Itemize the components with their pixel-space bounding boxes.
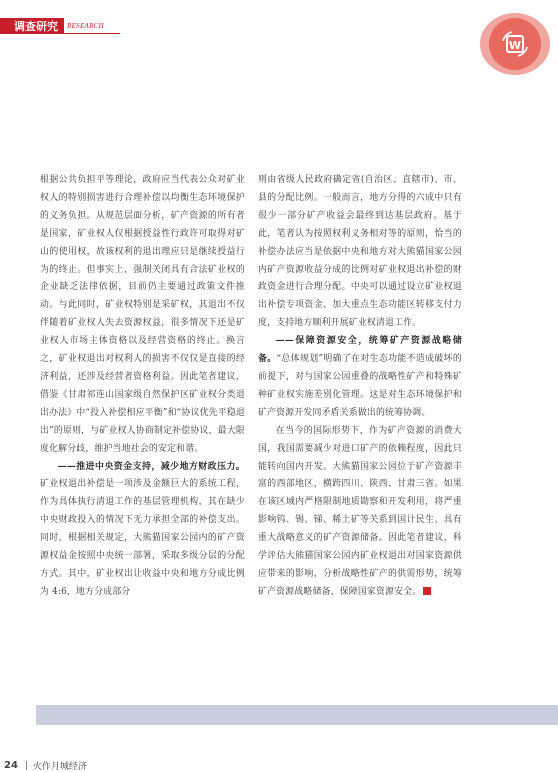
paragraph-body: “总体规划”明确了在对生态功能不造成破坏的前提下，对与国家公园重叠的战略性矿产和特殊矿种矿业权实施差别化管理。这是对生态环境保护和矿产资源开发同矛盾关系做出的统筹协调。 [258,354,462,418]
paragraph [258,333,462,423]
header-rule [0,33,120,34]
section-tag-english: RESEARCH [67,22,105,30]
document-w-icon [489,18,541,70]
section-header [0,18,104,34]
paragraph-body: 矿业权退出补偿是一项涉及金额巨大的系统工程，作为具体执行清退工作的基层管理机构，其在缺少中央财政投入的情况下无力承担全部的补偿支出。同时，根据相关规定，大熊猫国家公园内的矿产资源权益金按照中央统一部署，采取多级分层的分配方式。其中，矿业权出让收益中央和地方分成比例为 4:6，地方分成部分 [40,479,245,597]
paragraph [258,423,462,602]
paragraph-heading: ——保障资源安全，统筹矿产资源战略储备。 [258,336,462,365]
page-number: 24 [4,759,18,771]
paragraph-heading: ——推进中央资金支持，减少地方财政压力。 [57,461,245,472]
paragraph-body: 在当今的国际形势下，作为矿产资源的消费大国，我国需要减少对进口矿产的依赖程度，因此只能转向国内开发。大熊猫国家公园位于矿产资源丰富的西部地区，横跨四川、陕西、甘肃三省。如果在该区域内严格限制地质勘察和开发利用，将严重影响钨、锡、锑、稀土矿等关系到国计民生、具有重大战略意义的矿产资源储备。因此笔者建议，科学评估大熊猫国家公园内矿业权退出对国家资源供应带来的影响，分析战略性矿产的供需形势，统筹矿产资源战略储备，保障国家资源安全。 [258,425,462,597]
svg-text:W: W [508,39,522,52]
paragraph: 根据公共负担平等理论，政府应当代表公众对矿业权人的特别损害进行合理补偿以均衡生态环境保护的义务负担。从规范层面分析，矿产资源的所有者是国家，矿业权人仅根据授益性行政许可取得对矿山的使用权，故该权利的退出理应只是继续授益行为的终止。但事实上，强制关闭具有合法矿业权的企业缺乏法律依据，目前仍主要通过政策文件推动。与此同时，矿业权特别是采矿权，其退出不仅伴随着矿业权人失去资源权益，很多情况下还是矿业权人市场主体资格以及经营资格的终止。换言之，矿业权退出对权利人的损害不仅仅是直接的经济利益，还涉及经营者资格利益。因此笔者建议，借鉴《甘肃祁连山国家级自然保护区矿业权分类退出办法》中“投入补偿相应平衡”和“协议优先平稳退出”的原则，与矿业权人协商制定补偿协议，最大限度化解分歧，维护当地社会的安定和谐。 [40,175,245,454]
left-column [40,172,245,602]
bottom-band [36,705,558,725]
end-mark [423,587,431,595]
paragraph: 则由省级人民政府确定省(自治区、直辖市)、市、县的分配比例。一般而言，地方分得的六成中只有很少一部分矿产收益会最终到达基层政府。基于此，笔者认为按照权利义务相对等的原则，恰当的补偿办法应当是依据中央和地方对大熊猫国家公园内矿产资源收益分成的比例对矿业权退出补偿的财政资金进行合理分配。中央可以通过设立矿业权退出补偿专项资金、加大重点生态功能区转移支付力度，支持地方顺利开展矿业权清退工作。 [258,175,462,329]
section-tag: 调查研究 [0,18,64,34]
document-badge[interactable] [480,13,550,75]
paragraph [40,459,245,602]
footer-divider [26,761,27,770]
right-column [258,172,462,602]
publication-name: 火作月城经济 [32,761,87,772]
page-footer [0,758,87,772]
